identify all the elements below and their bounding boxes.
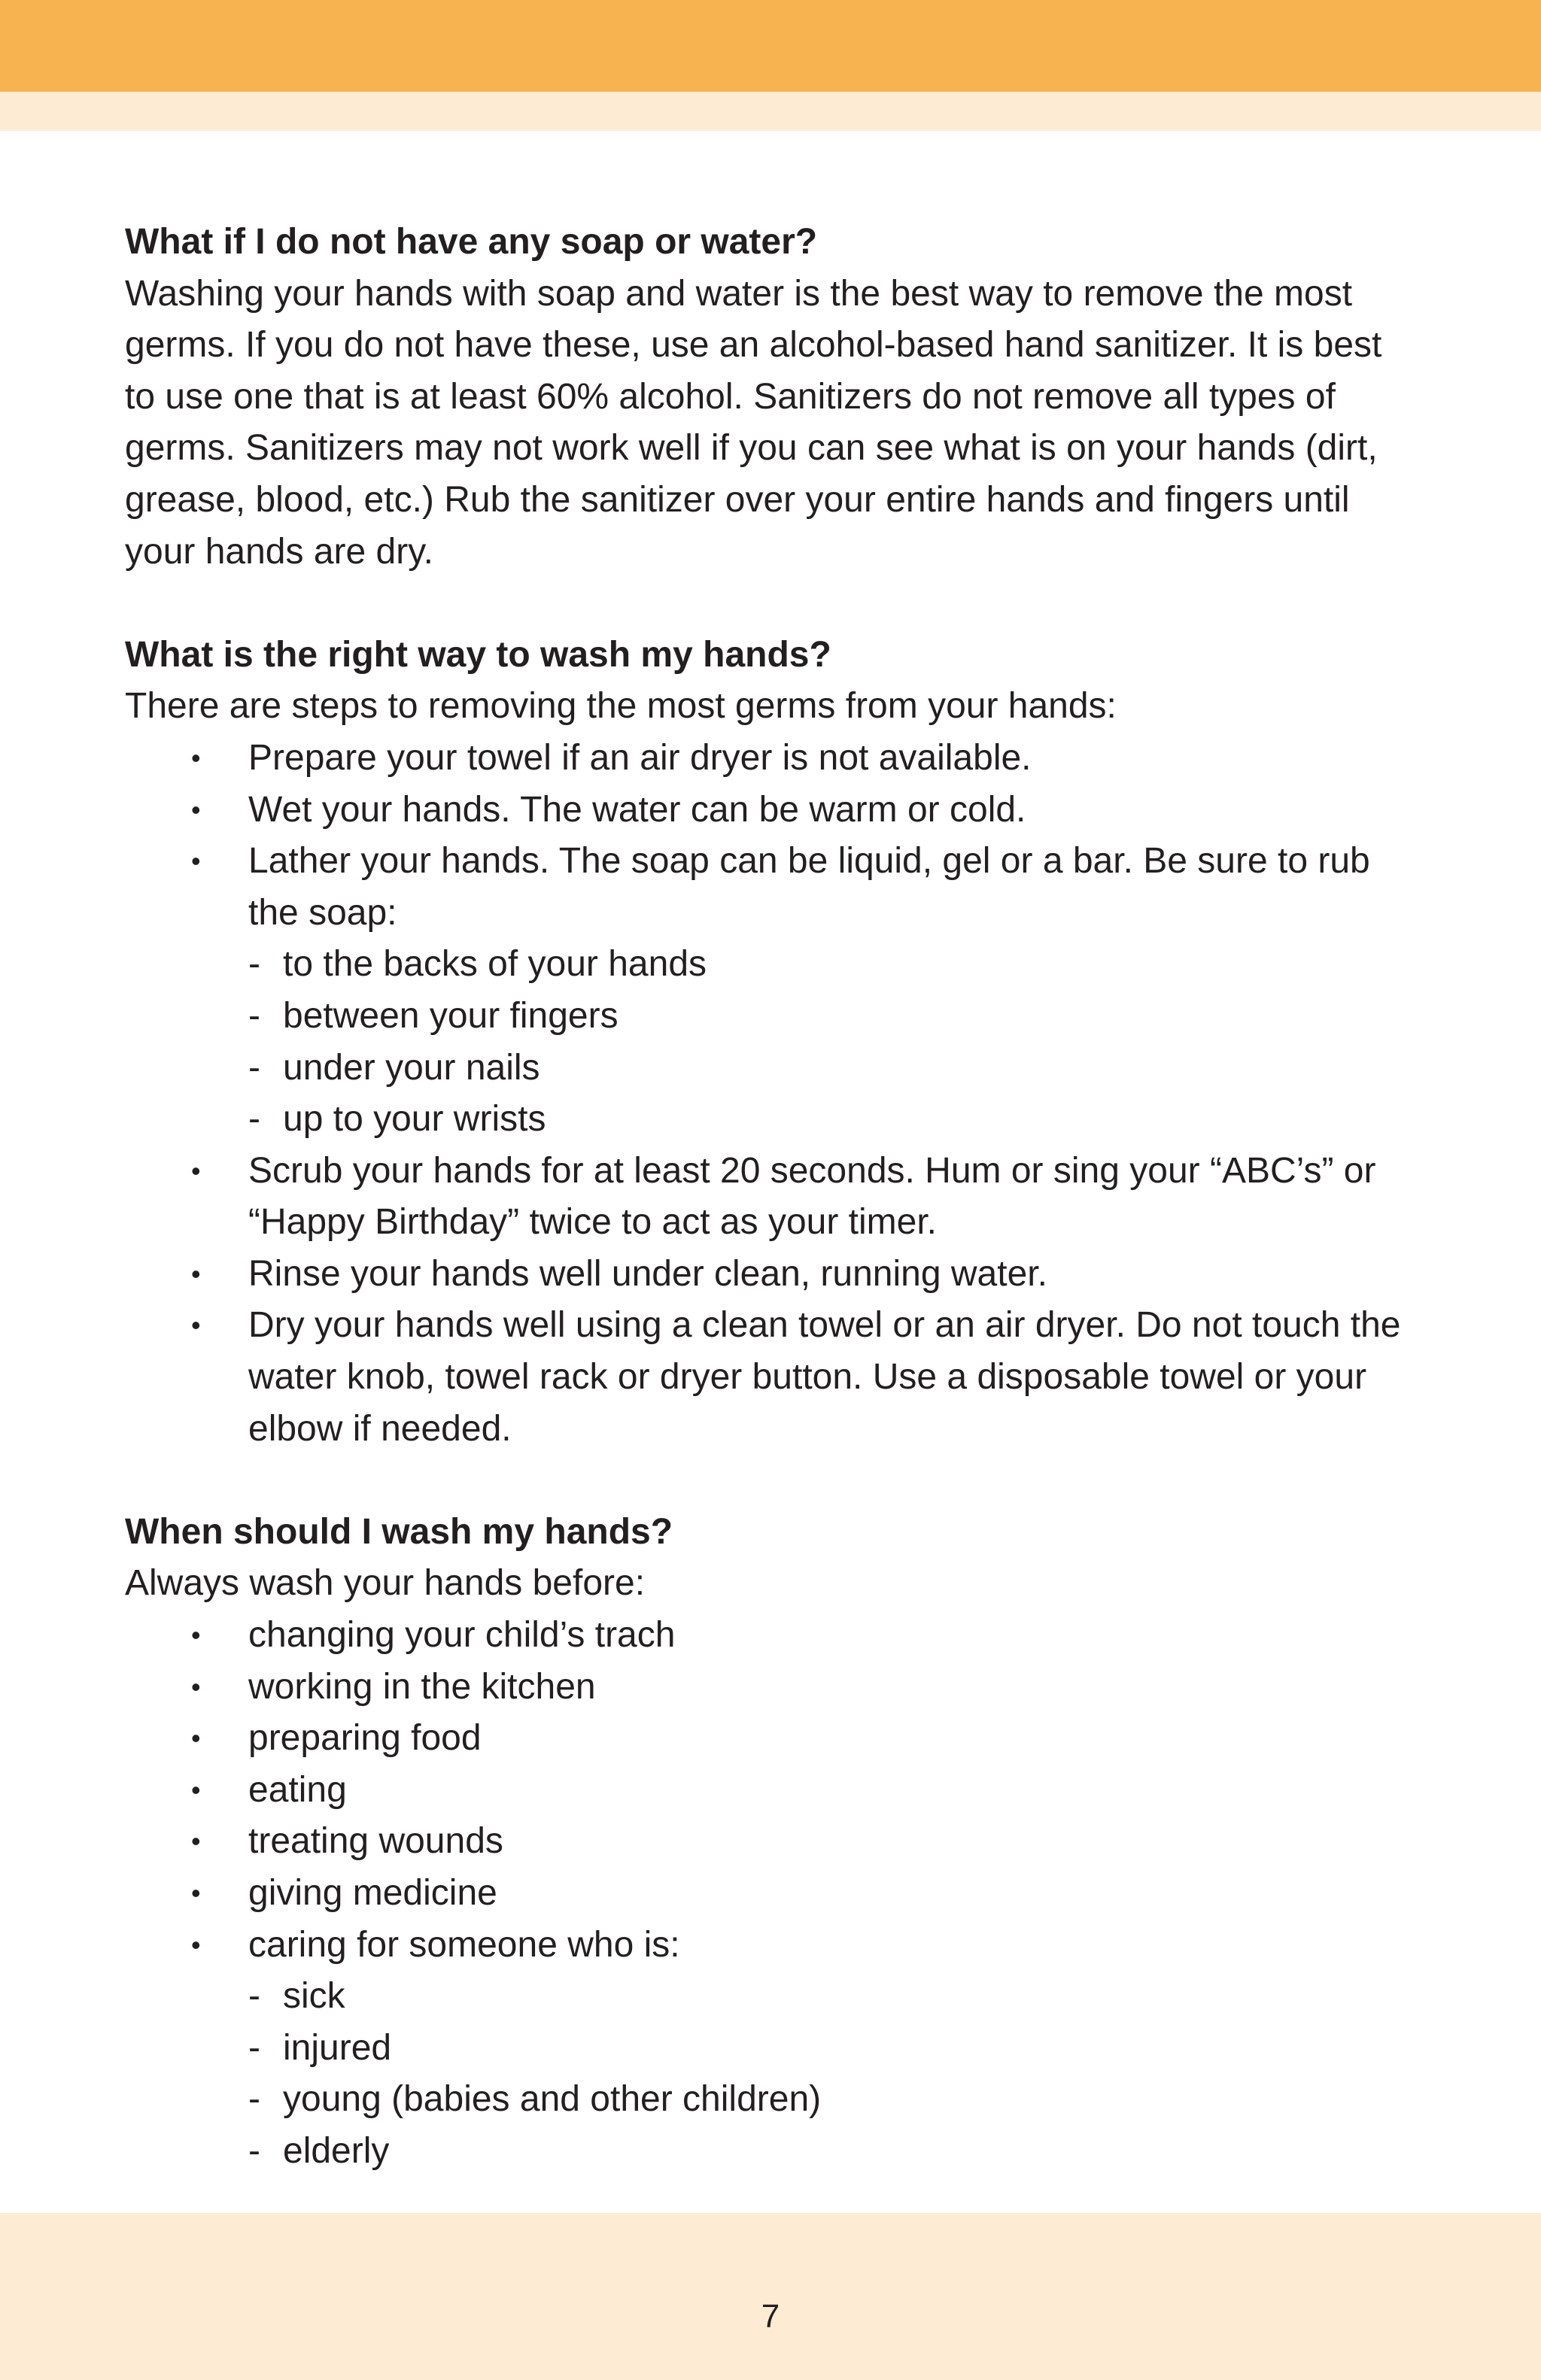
list-item — [125, 1713, 1419, 1765]
list-item-text: treating wounds — [248, 1821, 503, 1862]
sub-list-item: - young (babies and other children) — [248, 2074, 1419, 2126]
steps-list — [125, 733, 1419, 1455]
list-item — [125, 836, 1419, 1146]
list-item-text: caring for someone who is: — [248, 1924, 680, 1965]
sub-list-item: - under your nails — [248, 1043, 1419, 1094]
sub-list-item: - up to your wrists — [248, 1094, 1419, 1146]
list-item — [125, 1300, 1419, 1455]
section-heading: When should I wash my hands? — [125, 1511, 673, 1552]
list-item — [125, 733, 1419, 785]
occasions-list — [125, 1610, 1419, 2178]
sub-list-item: - to the backs of your hands — [248, 939, 1419, 991]
list-item-text: Prepare your towel if an air dryer is not available. — [248, 737, 1032, 778]
list-item — [125, 1146, 1419, 1249]
section-intro: There are steps to removing the most germs from your hands: — [125, 686, 1117, 727]
list-item — [125, 1816, 1419, 1868]
list-item — [125, 1765, 1419, 1817]
section-intro: Always wash your hands before: — [125, 1563, 646, 1604]
list-item-text: changing your child’s trach — [248, 1615, 676, 1656]
list-item-text: Wet your hands. The water can be warm or cold. — [248, 789, 1026, 830]
sub-list — [248, 1971, 1419, 2177]
section-heading: What if I do not have any soap or water? — [125, 222, 818, 262]
list-item-text: working in the kitchen — [248, 1666, 596, 1707]
section-no-soap — [125, 217, 1419, 578]
sub-list-item: - elderly — [248, 2126, 1419, 2178]
page-content — [125, 217, 1419, 2178]
section-heading: What is the right way to wash my hands? — [125, 634, 831, 675]
list-item-text: Lather your hands. The soap can be liquid, gel or a bar. Be sure to rub the soap: — [248, 841, 1370, 933]
list-item — [125, 1868, 1419, 1920]
header-band — [0, 0, 1541, 92]
list-item-text: Rinse your hands well under clean, running water. — [248, 1253, 1047, 1294]
section-paragraph: Washing your hands with soap and water is the best way to remove the most germs. If you do not have these, use an alcohol-based hand sanitizer. It is best to use one that is at least 60% alcohol. Sanitizers do not remove all types of germs. Sanitizers may not work well if you can see what is on your hands (dirt, grease, blood, etc.) Rub the sanitizer over your entire hands and fingers until your hands are dry. — [125, 273, 1382, 572]
list-item-text: eating — [248, 1769, 347, 1810]
sub-list-item: - injured — [248, 2023, 1419, 2075]
list-item-text: preparing food — [248, 1718, 482, 1759]
list-item-text: giving medicine — [248, 1873, 497, 1913]
list-item — [125, 1920, 1419, 2178]
list-item — [125, 1662, 1419, 1714]
header-strip — [0, 92, 1541, 131]
list-item-text: Dry your hands well using a clean towel or an air dryer. Do not touch the water knob, towel rack or dryer button. Use a disposable towel or your elbow if needed. — [248, 1305, 1401, 1449]
list-item-text: Scrub your hands for at least 20 seconds. Hum or sing your “ABC’s” or “Happy Birthday” twice to act as your timer. — [248, 1150, 1376, 1243]
page-number: 7 — [761, 2298, 780, 2335]
list-item — [125, 785, 1419, 836]
sub-list-item: - sick — [248, 1971, 1419, 2023]
list-item — [125, 1249, 1419, 1301]
sub-list — [248, 939, 1419, 1145]
sub-list-item: - between your fingers — [248, 991, 1419, 1043]
list-item — [125, 1610, 1419, 1662]
section-when — [125, 1507, 1419, 2178]
section-right-way — [125, 630, 1419, 1456]
